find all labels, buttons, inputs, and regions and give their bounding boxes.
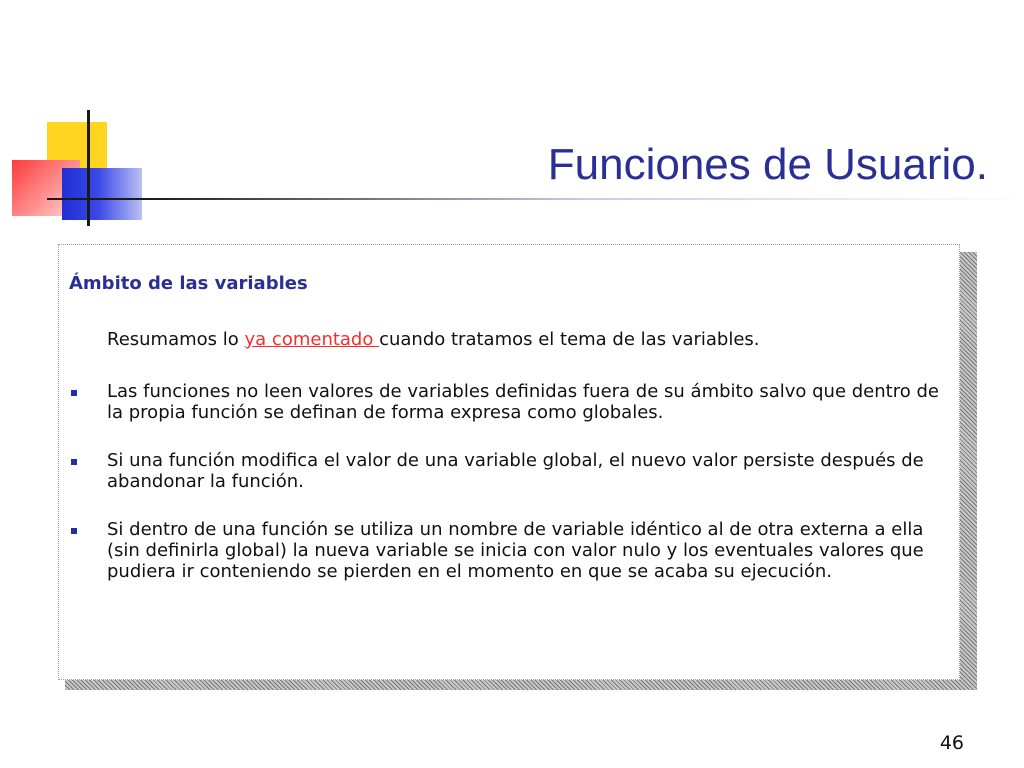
list-item	[59, 450, 959, 492]
intro-text-before: Resumamos lo	[107, 329, 245, 350]
page-number: 46	[939, 732, 964, 754]
bullet-text: Si dentro de una función se utiliza un nombre de variable idéntico al de otra externa a ella (sin definirla global) la nueva variable se inicia con valor nulo y los eventuales valores que pudiera ir conteniendo se pierden en el momento en que se acaba su ejecución.	[107, 519, 924, 582]
list-item	[59, 381, 959, 423]
title-underline-rule	[47, 198, 1024, 200]
section-heading: Ámbito de las variables	[69, 273, 308, 294]
blue-gradient-square	[62, 168, 142, 220]
ya-comentado-link[interactable]: ya comentado	[244, 329, 380, 350]
bullet-text: Si una función modifica el valor de una variable global, el nuevo valor persiste después de abandonar la función.	[107, 450, 924, 492]
list-item	[59, 519, 959, 582]
square-bullet-icon	[71, 528, 77, 534]
square-bullet-icon	[71, 390, 77, 396]
slide-title: Funciones de Usuario.	[547, 140, 988, 189]
square-bullet-icon	[71, 459, 77, 465]
vertical-rule	[87, 110, 90, 226]
intro-text-after: cuando tratamos el tema de las variables.	[379, 329, 760, 350]
bullet-text: Las funciones no leen valores de variables definidas fuera de su ámbito salvo que dentro de la propia función se definan de forma expresa como globales.	[107, 381, 939, 423]
title-decoration	[0, 0, 1024, 240]
content-panel	[58, 244, 960, 680]
intro-paragraph	[107, 329, 760, 350]
bullet-list	[59, 381, 959, 609]
